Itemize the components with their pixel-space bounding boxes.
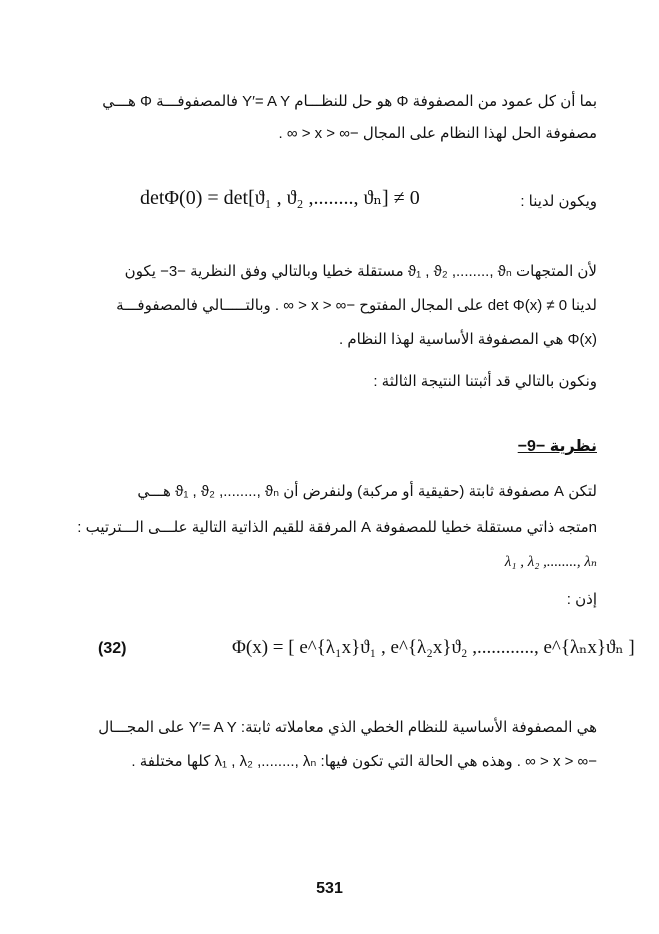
text-line: nمتجه ذاتي مستقلة خطيا للمصفوفة A المرفقة للقيم الذاتية التالية علـــى الـــترتيب : [77,519,597,536]
theorem-heading: نظرية −9− [517,438,597,455]
equation-det: detΦ(0) = det[ϑ₁ , ϑ₂ ,........, ϑₙ] ≠ 0 [140,187,420,209]
text-line: لأن المتجهات ϑ₁ , ϑ₂ ,........, ϑₙ مستقلة خطيا وبالتالي وفق النظرية −3− يكون [124,263,597,280]
text-line: ويكون لدينا : [520,193,597,210]
text-line: هي المصفوفة الأساسية للنظام الخطي الذي معاملاته ثابتة: Y′= A Y على المجـــال [98,719,597,736]
text-line: لدينا det Φ(x) ≠ 0 على المجال المفتوح −∞ < x < ∞ . وبالتـــــالي فالمصفوفـــة [116,297,597,314]
equation-32: Φ(x) = [ e^{λ₁x}ϑ₁ , e^{λ₂x}ϑ₂ ,............, e^{λₙx}ϑₙ ] [232,637,635,658]
text-line: Φ(x) هي المصفوفة الأساسية لهذا النظام . [339,331,597,348]
eigenvalues-list: λ₁ , λ₂ ,........, λₙ [504,554,597,570]
text-line: ونكون بالتالي قد أثبتنا النتيجة الثالثة : [373,373,597,390]
text-line: مصفوفة الحل لهذا النظام على المجال −∞ < x < ∞ . [278,125,597,142]
equation-number: (32) [98,640,127,657]
page-number: 531 [316,880,343,897]
text-line: لتكن A مصفوفة ثابتة (حقيقية أو مركبة) ولنفرض أن ϑ₁ , ϑ₂ ,........, ϑₙ هـــي [137,483,597,500]
text-line: −∞ < x < ∞ . وهذه هي الحالة التي تكون فيها: λ₁ , λ₂ ,........, λₙ كلها مختلفة . [131,753,597,770]
text-line: بما أن كل عمود من المصفوفة Φ هو حل للنظـــام Y′= A Y فالمصفوفـــة Φ هـــي [102,93,597,110]
text-line: إذن : [566,591,597,608]
